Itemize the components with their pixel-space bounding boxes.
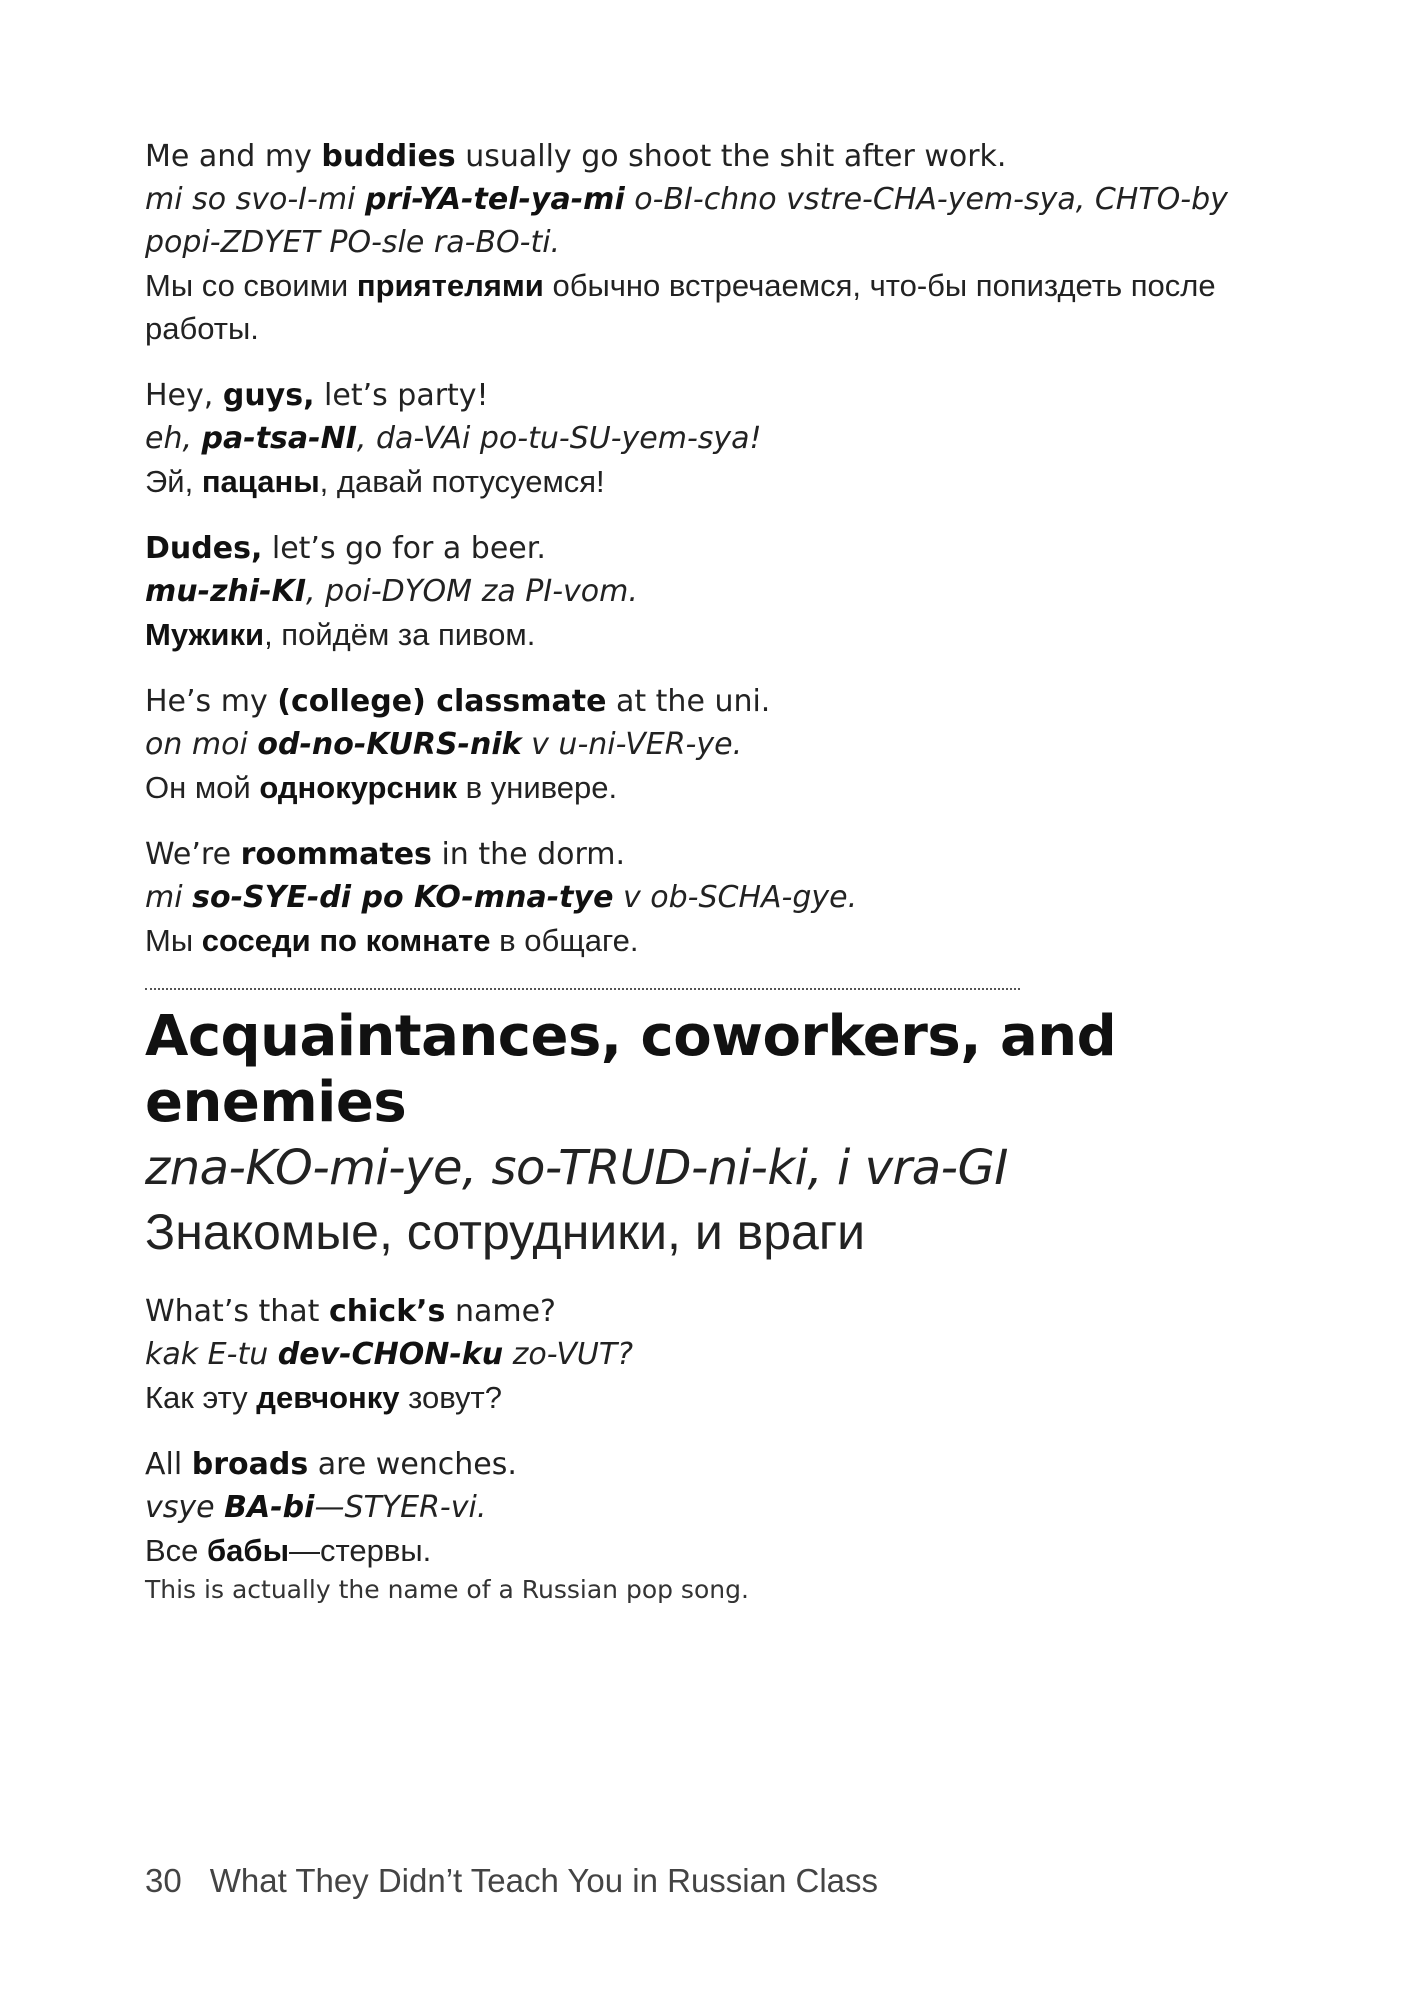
transliteration: on moi od-no-KURS-nik v u-ni-VER-ye. — [145, 727, 743, 762]
english-phrase: We’re roommates in the dorm. — [145, 837, 626, 872]
phrase-entry — [145, 374, 1265, 503]
section-title: Acquaintances, coworkers, and enemies — [145, 1004, 1117, 1135]
page-number: 30 — [145, 1862, 182, 1899]
section-divider — [145, 988, 1020, 990]
russian-phrase: Он мой однокурсник в универе. — [145, 770, 618, 805]
english-phrase: Me and my buddies usually go shoot the shit after work. — [145, 139, 1007, 174]
transliteration: eh, pa-tsa-NI, da-VAi po-tu-SU-yem-sya! — [145, 421, 762, 456]
english-phrase: He’s my (college) classmate at the uni. — [145, 684, 771, 719]
transliteration: mi so svo-I-mi pri-YA-tel-ya-mi o-BI-chno vstre-CHA-yem-sya, CHTO-by popi-ZDYET PO-sle ra-BO-ti. — [145, 182, 1228, 260]
phrase-entry — [145, 527, 1265, 656]
phrase-entry — [145, 1290, 1265, 1419]
phrase-entry — [145, 1443, 1265, 1608]
page-footer — [145, 1862, 878, 1900]
transliteration: mu-zhi-KI, poi-DYOM za PI-vom. — [145, 574, 638, 609]
section-transliteration: zna-KO-mi-ye, so-TRUD-ni-ki, i vra-GI — [145, 1140, 1008, 1196]
english-phrase: Dudes, let’s go for a beer. — [145, 531, 546, 566]
english-phrase: Hey, guys, let’s party! — [145, 378, 489, 413]
transliteration: kak E-tu dev-CHON-ku zo-VUT? — [145, 1337, 634, 1372]
page-content — [145, 135, 1265, 1632]
book-title: What They Didn’t Teach You in Russian Class — [209, 1862, 879, 1899]
russian-phrase: Эй, пацаны, давай потусуемся! — [145, 464, 605, 499]
russian-phrase: Мы соседи по комнате в общаге. — [145, 923, 639, 958]
transliteration: mi so-SYE-di po KO-mna-tye v ob-SCHA-gye. — [145, 880, 858, 915]
section-russian-title: Знакомые, сотрудники, и враги — [145, 1204, 865, 1260]
phrase-entry — [145, 680, 1265, 809]
english-phrase: What’s that chick’s name? — [145, 1294, 556, 1329]
russian-phrase: Мужики, пойдём за пивом. — [145, 617, 536, 652]
english-phrase: All broads are wenches. — [145, 1447, 517, 1482]
transliteration: vsye BA-bi—STYER-vi. — [145, 1490, 487, 1525]
footnote: This is actually the name of a Russian pop song. — [145, 1575, 749, 1604]
phrase-entry — [145, 833, 1265, 962]
phrase-entry — [145, 135, 1265, 350]
russian-phrase: Мы со своими приятелями обычно встречаемся, что-бы попиздеть после работы. — [145, 268, 1216, 346]
russian-phrase: Все бабы—стервы. — [145, 1533, 432, 1568]
russian-phrase: Как эту девчонку зовут? — [145, 1380, 502, 1415]
